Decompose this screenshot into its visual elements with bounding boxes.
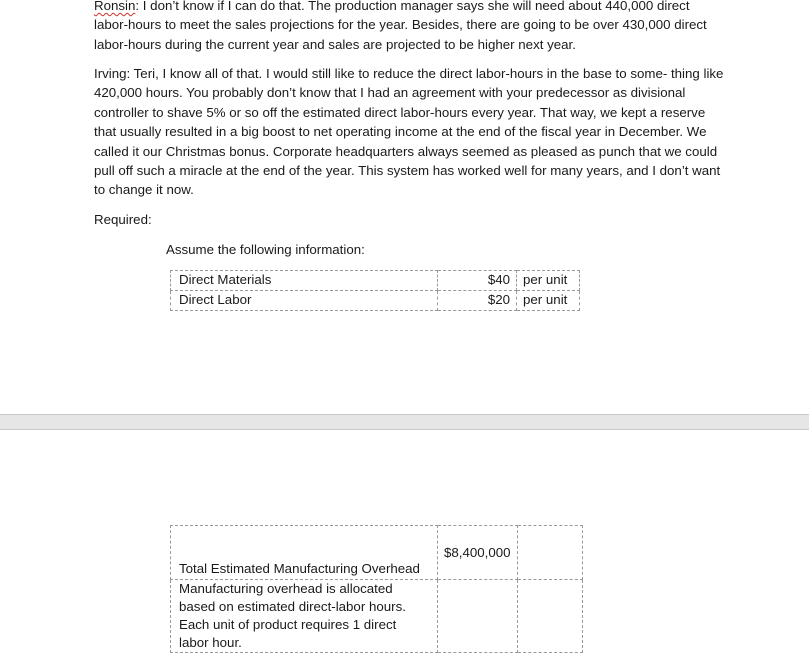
assume-heading: Assume the following information: xyxy=(166,242,365,257)
row-amount: $40 xyxy=(438,271,517,291)
empty-cell xyxy=(517,580,582,653)
row-label: Direct Labor xyxy=(171,291,438,311)
overhead-table xyxy=(170,525,583,653)
empty-cell xyxy=(438,580,518,653)
paragraph-ronsin-text: : I don’t know if I can do that. The production manager says she will need about 440,000 direct labor-hours to meet the sales projections for the year. Besides, there are going to be over 430,000 direct labor-hours during the current year and sales are projected to be higher next year. xyxy=(94,0,707,52)
row-unit: per unit xyxy=(517,271,580,291)
row-amount: $20 xyxy=(438,291,517,311)
paragraph-irving: Irving: Teri, I know all of that. I would still like to reduce the direct labor-hours in the base to some- thing like 420,000 hours. You probably don’t know that I had an agreement with your predecessor as divisional controller to shave 5% or so off the estimated direct labor-hours every year. That way, we kept a reserve that usually resulted in a big boost to net operating income at the end of the fiscal year in December. We called it our Christmas bonus. Corporate headquarters always seemed as pleased as punch that we could pull off such a miracle at the end of the year. This system has worked well for many years, and I don’t want to change it now. xyxy=(94,66,724,198)
direct-costs-table xyxy=(170,270,580,311)
paragraph-ronsin xyxy=(94,0,724,54)
table-row xyxy=(171,526,583,580)
required-heading: Required: xyxy=(94,212,152,227)
row-label: Direct Materials xyxy=(171,271,438,291)
empty-cell xyxy=(517,526,582,580)
table-row xyxy=(171,291,580,311)
overhead-amount: $8,400,000 xyxy=(438,526,518,580)
table-row xyxy=(171,580,583,653)
page-break-gap xyxy=(0,414,809,430)
speaker-name-ronsin: Ronsin xyxy=(94,0,136,13)
row-unit: per unit xyxy=(517,291,580,311)
overhead-label: Total Estimated Manufacturing Overhead xyxy=(171,526,438,580)
overhead-allocation-note: Manufacturing overhead is allocated based on estimated direct-labor hours. Each unit of product requires 1 direct labor hour. xyxy=(171,580,438,653)
table-row xyxy=(171,271,580,291)
